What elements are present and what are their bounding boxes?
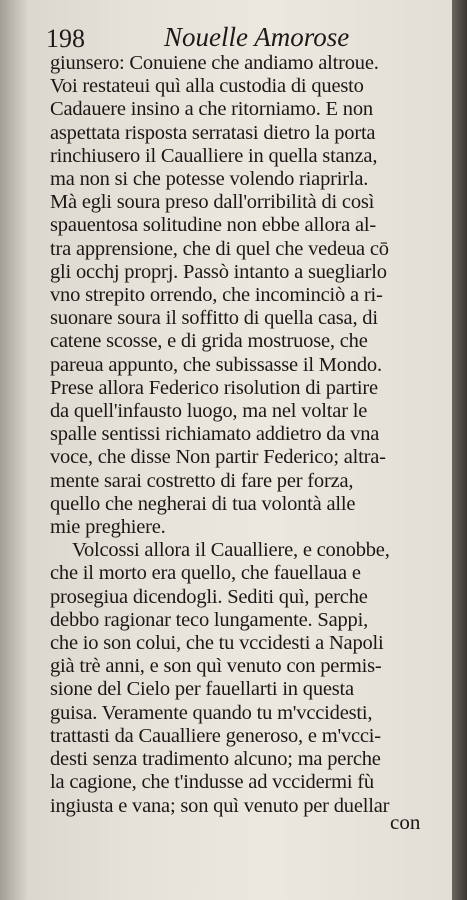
text-line: catene scosse, e di grida mostruose, che [50,330,368,353]
text-line: da quell'infausto luogo, ma nel voltar le [50,400,368,423]
text-line: mie preghiere. [50,516,166,539]
text-line: spalle sentissi richiamato addietro da vna [50,423,380,446]
text-line: aspettata risposta serratasi dietro la porta [50,121,376,144]
running-title: Nouelle Amorose [164,22,350,52]
text-line: Voi restateui quì alla custodia di questo [50,75,364,98]
page-edge [452,0,467,900]
text-line: prosegiua dicendogli. Sediti quì, perche [50,585,368,608]
catchword: con [390,810,421,834]
page-number: 198 [46,24,85,53]
text-line: quello che negherai di tua volontà alle [50,492,356,515]
text-line: sione del Cielo per fauellarti in questa [50,678,354,701]
text-line: Prese allora Federico risolution di partire [50,376,378,399]
text-line: guisa. Veramente quando tu m'vccidesti, [50,701,373,724]
text-line: vno strepito orrendo, che incominciò a ri- [50,284,383,307]
text-line: che il morto era quello, che fauellaua e [50,562,361,585]
text-line: debbo ragionar teco lungamente. Sappi, [50,608,369,631]
text-line: ma non si che potesse volendo riaprirla. [50,168,369,191]
text-line: Volcossi allora il Caualliere, e conobbe, [72,539,390,562]
text-line: spauentosa solitudine non ebbe allora al- [50,214,376,237]
gutter-shadow [0,0,28,900]
text-line: pareua appunto, che subissasse il Mondo. [50,353,382,376]
text-line: mente sarai costretto di fare per forza, [50,469,354,492]
text-line: Cadauere insino a che ritorniamo. E non [50,98,373,121]
text-line: Mà egli soura preso dall'orribilità di così [50,191,375,214]
text-line: gli occhj proprj. Passò intanto a suegliarlo [50,260,387,283]
text-line: voce, che disse Non partir Federico; altra- [50,446,386,469]
text-line: desti senza tradimento alcuno; ma perche [50,748,381,771]
text-line: trattasti da Caualliere generoso, e m'vcci- [50,724,381,747]
text-line: giunsero: Conuiene che andiamo altroue. [50,52,379,74]
text-line: che io son colui, che tu vccidesti a Napoli [50,632,384,655]
text-line: rinchiusero il Caualliere in quella stanza, [50,144,378,167]
body-text [50,52,430,818]
text-line: già trè anni, e son quì venuto con permis- [50,655,382,678]
text-line: ingiusta e vana; son quì venuto per duellar [50,794,390,817]
text-line: tra apprensione, che di quel che vedeua cō [50,237,389,260]
text-line: la cagione, che t'indusse ad vccidermi fù [50,771,374,794]
text-line: suonare soura il soffitto di quella casa, di [50,307,378,330]
